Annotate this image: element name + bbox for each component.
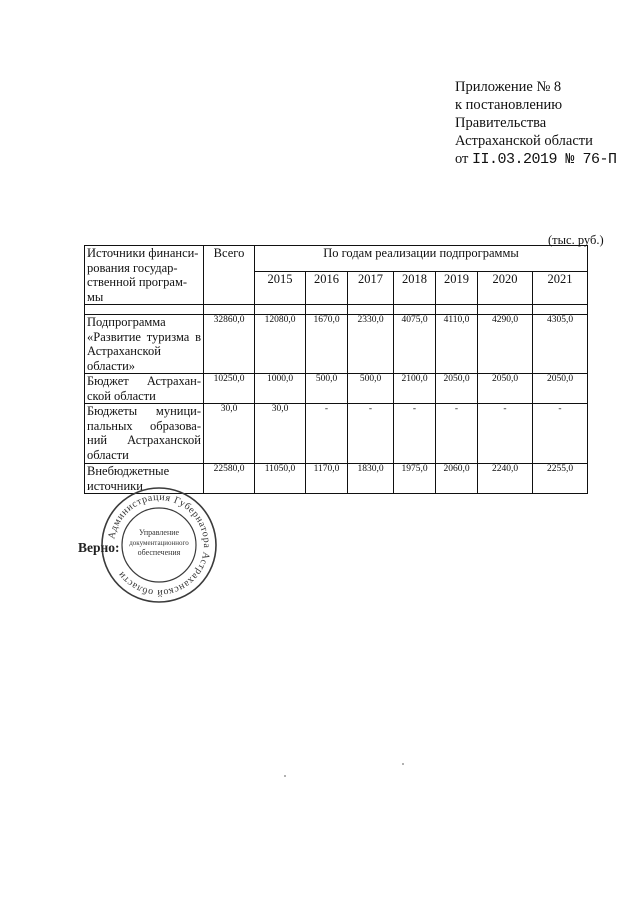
row-value: - bbox=[533, 404, 588, 464]
row-value: 4075,0 bbox=[394, 315, 436, 374]
year-header: 2020 bbox=[478, 272, 533, 305]
row-value: 4290,0 bbox=[478, 315, 533, 374]
row-value: 2255,0 bbox=[533, 464, 588, 494]
row-value: 12080,0 bbox=[255, 315, 306, 374]
header-years-group: По годам реализации подпрограммы bbox=[255, 246, 588, 272]
row-value: - bbox=[394, 404, 436, 464]
scan-speck bbox=[284, 775, 286, 777]
row-value: 1670,0 bbox=[306, 315, 348, 374]
row-value: - bbox=[478, 404, 533, 464]
row-source: Бюджет Астрахан-ской области bbox=[85, 374, 204, 404]
header-source: Источники финанси-рования государ-ственной програм-мы bbox=[85, 246, 204, 305]
row-value: - bbox=[436, 404, 478, 464]
row-source: Внебюджетные источники bbox=[85, 464, 204, 494]
row-value: 2060,0 bbox=[436, 464, 478, 494]
row-value: 11050,0 bbox=[255, 464, 306, 494]
unit-note: (тыс. руб.) bbox=[548, 233, 604, 247]
table-row bbox=[85, 315, 588, 374]
year-header: 2017 bbox=[348, 272, 394, 305]
row-value: 1975,0 bbox=[394, 464, 436, 494]
date-number: II.03.2019 № 76-П bbox=[472, 151, 617, 168]
row-total: 22580,0 bbox=[204, 464, 255, 494]
row-value: 4305,0 bbox=[533, 315, 588, 374]
scan-speck bbox=[402, 763, 404, 765]
row-value: 1830,0 bbox=[348, 464, 394, 494]
year-header: 2021 bbox=[533, 272, 588, 305]
verification-mark: Верно: bbox=[78, 540, 120, 555]
appendix-date-line bbox=[455, 150, 635, 169]
table-row bbox=[85, 374, 588, 404]
row-value: 500,0 bbox=[348, 374, 394, 404]
row-value: 2330,0 bbox=[348, 315, 394, 374]
appendix-line-3: Правительства bbox=[455, 115, 547, 131]
header-total: Всего bbox=[204, 246, 255, 305]
year-header: 2015 bbox=[255, 272, 306, 305]
row-value: - bbox=[348, 404, 394, 464]
financing-table bbox=[84, 245, 588, 494]
row-value: - bbox=[306, 404, 348, 464]
table-row bbox=[85, 404, 588, 464]
table-header-row bbox=[85, 246, 588, 272]
year-header: 2018 bbox=[394, 272, 436, 305]
appendix-line-2: к постановлению bbox=[455, 97, 563, 113]
row-value: 2050,0 bbox=[436, 374, 478, 404]
svg-text:Администрация Губернатора Астр: Администрация Губернатора Астраханской области bbox=[106, 491, 213, 599]
row-source: Бюджеты муници-пальных образова-ний Астраханской области bbox=[85, 404, 204, 464]
row-value: 500,0 bbox=[306, 374, 348, 404]
appendix-line-4: Астраханской области bbox=[455, 133, 593, 149]
row-value: 1000,0 bbox=[255, 374, 306, 404]
row-value: 2240,0 bbox=[478, 464, 533, 494]
year-header: 2016 bbox=[306, 272, 348, 305]
year-header: 2019 bbox=[436, 272, 478, 305]
row-value: 2050,0 bbox=[478, 374, 533, 404]
row-total: 10250,0 bbox=[204, 374, 255, 404]
appendix-header bbox=[455, 78, 635, 169]
seal-center-line: документационного bbox=[129, 539, 189, 547]
appendix-title: Приложение № 8 bbox=[455, 79, 562, 95]
row-value: 4110,0 bbox=[436, 315, 478, 374]
seal-center-line: Управление bbox=[138, 528, 180, 537]
row-value: 2100,0 bbox=[394, 374, 436, 404]
seal-center-line: обеспечения bbox=[137, 548, 181, 557]
row-value: 30,0 bbox=[255, 404, 306, 464]
row-total: 32860,0 bbox=[204, 315, 255, 374]
row-value: 1170,0 bbox=[306, 464, 348, 494]
row-value: 2050,0 bbox=[533, 374, 588, 404]
row-source: Подпрограмма «Развитие туризма в Астраханской области» bbox=[85, 315, 204, 374]
row-total: 30,0 bbox=[204, 404, 255, 464]
date-prefix: от bbox=[455, 151, 469, 167]
